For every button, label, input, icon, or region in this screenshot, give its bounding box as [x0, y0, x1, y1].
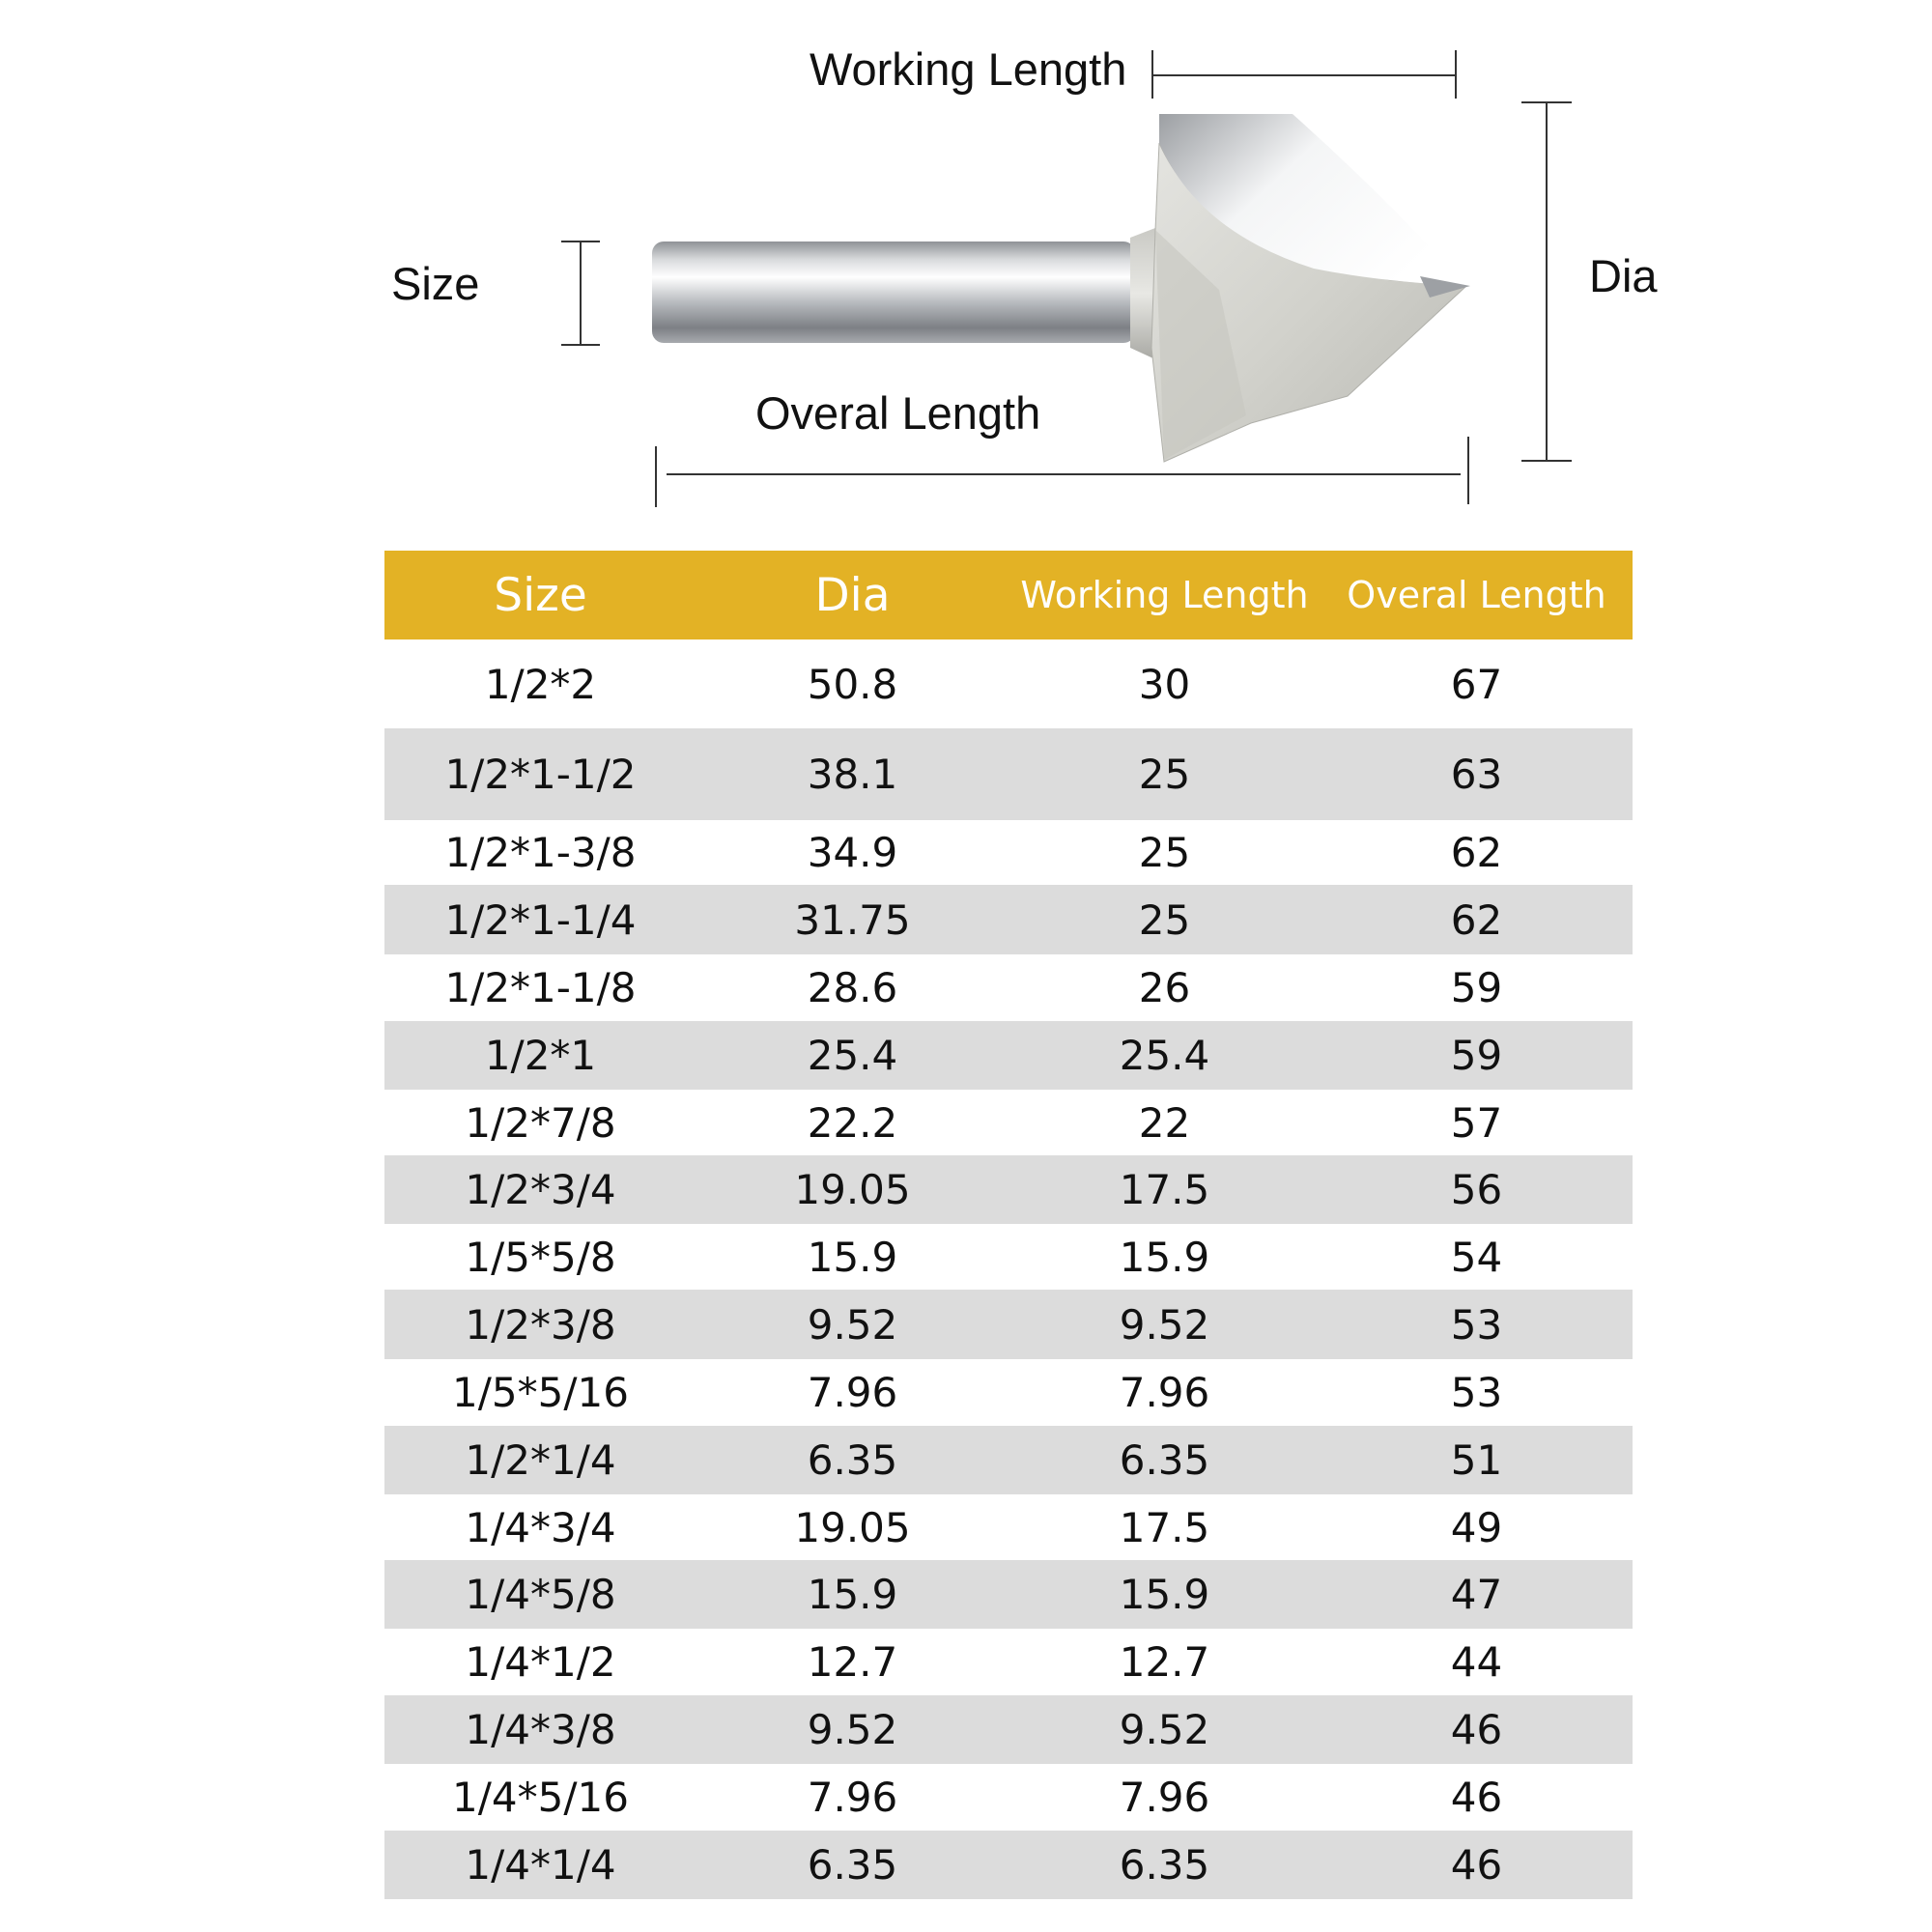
dia-label: Dia: [1589, 250, 1658, 301]
spec-table: [384, 551, 1633, 1899]
cell-overall-length: 63: [1321, 728, 1633, 820]
table-row: [384, 954, 1633, 1021]
cell-working-length: 25: [1009, 885, 1321, 954]
table-row: [384, 639, 1633, 728]
cell-working-length: 25.4: [1009, 1021, 1321, 1090]
cell-working-length: 7.96: [1119, 1369, 1210, 1416]
cell-overall-length: 56: [1321, 1155, 1633, 1224]
cell-working-length: 17.5: [1009, 1155, 1321, 1224]
size-label: Size: [391, 258, 480, 309]
cell-size: 1/4*1/2: [465, 1638, 616, 1686]
cell-dia: 12.7: [807, 1638, 898, 1686]
cell-overall-length: 47: [1321, 1560, 1633, 1629]
cell-working-length: 26: [1138, 964, 1191, 1011]
cell-size: 1/5*5/16: [452, 1369, 629, 1416]
cell-size: 1/2*1: [384, 1021, 696, 1090]
cell-working-length: 9.52: [1009, 1695, 1321, 1764]
cell-dia: 6.35: [696, 1831, 1009, 1899]
table-row: [384, 1155, 1633, 1224]
overall-length-dimension: [656, 437, 1468, 507]
cell-size: 1/4*3/4: [465, 1503, 616, 1551]
table-row: [384, 1494, 1633, 1560]
cell-dia: 9.52: [696, 1290, 1009, 1359]
cell-dia: 7.96: [807, 1369, 898, 1416]
table-row: [384, 1695, 1633, 1764]
cell-dia: 9.52: [696, 1695, 1009, 1764]
cell-dia: 7.96: [807, 1774, 898, 1821]
cell-size: 1/2*7/8: [465, 1098, 616, 1147]
cell-size: 1/2*2: [484, 660, 597, 708]
cell-working-length: 6.35: [1009, 1831, 1321, 1899]
cell-working-length: 17.5: [1119, 1503, 1210, 1551]
cell-overall-length: 51: [1321, 1426, 1633, 1494]
cell-working-length: 22: [1138, 1098, 1191, 1147]
table-header-row: [384, 551, 1633, 639]
cell-size: 1/4*5/16: [452, 1774, 629, 1821]
cell-overall-length: 49: [1450, 1503, 1503, 1551]
cell-dia: 25.4: [696, 1021, 1009, 1090]
table-row: [384, 885, 1633, 954]
cell-overall-length: 67: [1450, 660, 1503, 708]
cell-size: 1/4*5/8: [384, 1560, 696, 1629]
cell-dia: 34.9: [807, 829, 898, 876]
cell-working-length: 6.35: [1009, 1426, 1321, 1494]
cell-dia: 28.6: [807, 964, 898, 1011]
cell-dia: 6.35: [696, 1426, 1009, 1494]
cell-working-length: 15.9: [1119, 1233, 1210, 1281]
cell-overall-length: 53: [1321, 1290, 1633, 1359]
header-dia: Dia: [696, 551, 1009, 639]
table-row: [384, 1090, 1633, 1155]
cell-dia: 38.1: [696, 728, 1009, 820]
header-working-length: Working Length: [1009, 551, 1321, 639]
cell-working-length: 30: [1138, 660, 1191, 708]
cell-dia: 22.2: [807, 1098, 898, 1147]
table-row: [384, 1290, 1633, 1359]
cell-overall-length: 59: [1321, 1021, 1633, 1090]
table-row: [384, 1764, 1633, 1831]
cell-dia: 19.05: [794, 1503, 911, 1551]
cell-size: 1/2*3/8: [384, 1290, 696, 1359]
table-row: [384, 1629, 1633, 1695]
table-row: [384, 1224, 1633, 1290]
cell-overall-length: 62: [1321, 885, 1633, 954]
table-row: [384, 820, 1633, 885]
header-size: Size: [384, 551, 696, 639]
table-row: [384, 1831, 1633, 1899]
overall-length-label: Overal Length: [755, 387, 1041, 439]
dia-dimension: [1521, 102, 1572, 461]
cell-overall-length: 62: [1450, 829, 1503, 876]
cell-overall-length: 46: [1450, 1774, 1503, 1821]
cell-overall-length: 57: [1450, 1098, 1503, 1147]
table-body: [384, 639, 1633, 1899]
table-row: [384, 1426, 1633, 1494]
cell-overall-length: 54: [1450, 1233, 1503, 1281]
cell-working-length: 7.96: [1119, 1774, 1210, 1821]
cell-working-length: 25: [1138, 829, 1191, 876]
size-dimension: [561, 242, 600, 345]
table-row: [384, 1359, 1633, 1426]
header-overall-length: Overal Length: [1321, 551, 1633, 639]
cell-overall-length: 46: [1321, 1695, 1633, 1764]
cell-size: 1/2*1/4: [384, 1426, 696, 1494]
cell-dia: 19.05: [696, 1155, 1009, 1224]
cell-size: 1/5*5/8: [465, 1233, 616, 1281]
table-row: [384, 1021, 1633, 1090]
cell-dia: 15.9: [807, 1233, 898, 1281]
working-length-dimension: [1152, 50, 1456, 99]
shank: [652, 242, 1135, 343]
table-row: [384, 728, 1633, 820]
cell-overall-length: 59: [1450, 964, 1503, 1011]
cell-size: 1/2*3/4: [384, 1155, 696, 1224]
cell-dia: 15.9: [696, 1560, 1009, 1629]
cell-overall-length: 53: [1450, 1369, 1503, 1416]
cell-size: 1/2*1-1/8: [444, 964, 637, 1011]
cell-working-length: 15.9: [1009, 1560, 1321, 1629]
working-length-label: Working Length: [810, 43, 1127, 95]
table-row: [384, 1560, 1633, 1629]
cell-size: 1/2*1-1/4: [384, 885, 696, 954]
cell-size: 1/4*1/4: [384, 1831, 696, 1899]
cell-dia: 50.8: [807, 660, 898, 708]
cell-dia: 31.75: [696, 885, 1009, 954]
cell-working-length: 9.52: [1009, 1290, 1321, 1359]
cell-working-length: 25: [1009, 728, 1321, 820]
cell-size: 1/2*1-3/8: [444, 829, 637, 876]
cell-working-length: 12.7: [1119, 1638, 1210, 1686]
cell-size: 1/4*3/8: [384, 1695, 696, 1764]
cell-overall-length: 46: [1321, 1831, 1633, 1899]
cell-overall-length: 44: [1450, 1638, 1503, 1686]
cell-size: 1/2*1-1/2: [384, 728, 696, 820]
